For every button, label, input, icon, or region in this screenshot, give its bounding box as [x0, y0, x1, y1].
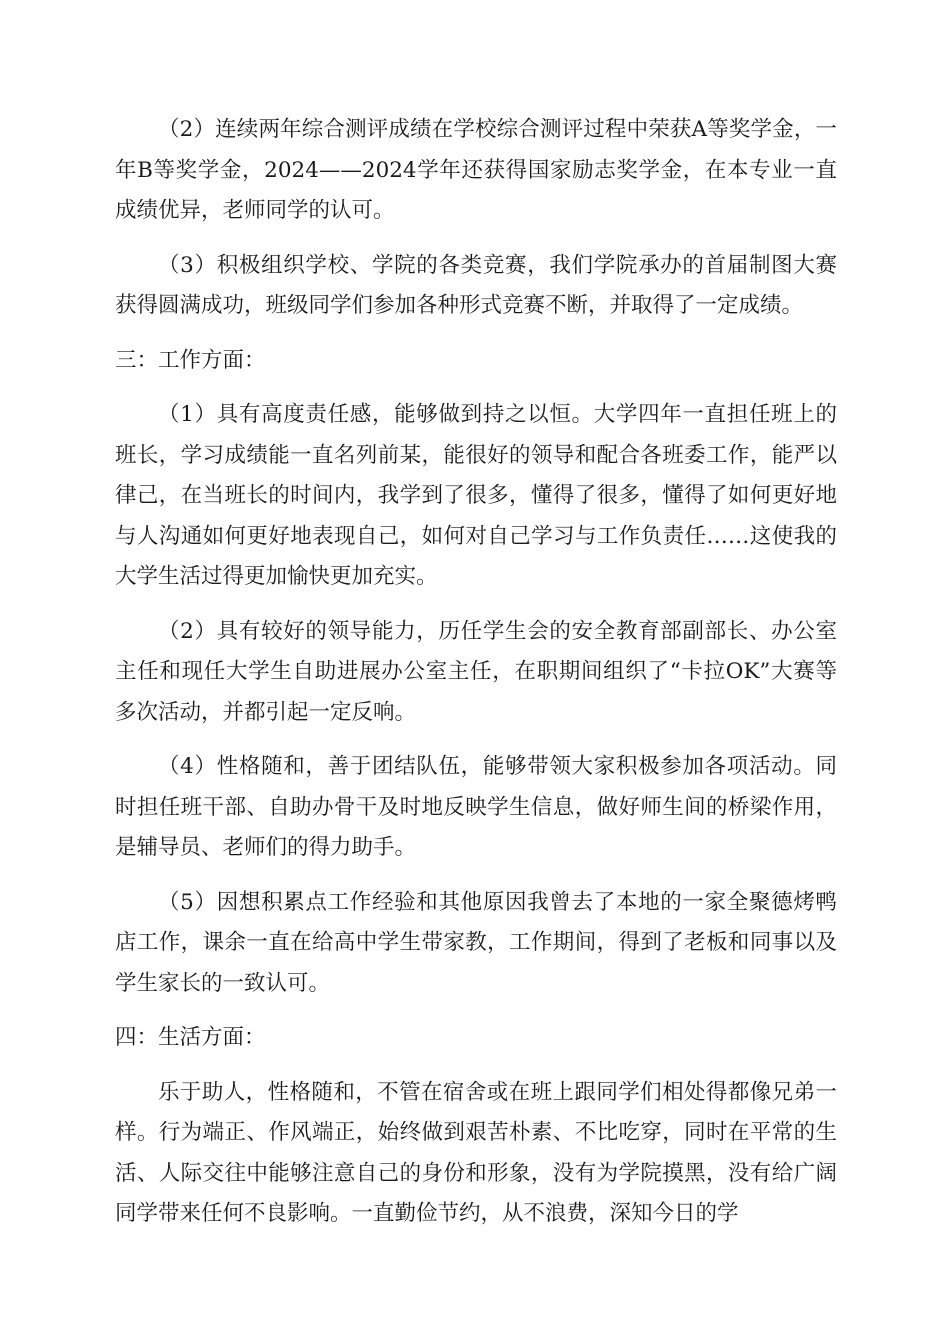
paragraph-work-experience: （5）因想积累点工作经验和其他原因我曾去了本地的一家全聚德烤鸭店工作，课余一直在给高中学生带家教，工作期间，得到了老板和同事以及学生家长的一致认可。: [115, 889, 837, 996]
section-heading-life: 四：生活方面：: [115, 1025, 266, 1050]
paragraph-scholarship: （2）连续两年综合测评成绩在学校综合测评过程中荣获A等奖学金，一年B等奖学金，2024——2024学年还获得国家励志奖学金，在本专业一直成绩优异，老师同学的认可。: [115, 117, 837, 223]
paragraph-competitions: （3）积极组织学校、学院的各类竞赛，我们学院承办的首届制图大赛获得圆满成功，班级同学们参加各种形式竞赛不断，并取得了一定成绩。: [115, 252, 837, 318]
document-body: [115, 110, 837, 1249]
paragraph-leadership: （2）具有较好的领导能力，历任学生会的安全教育部副部长、办公室主任和现任大学生自助进展办公室主任，在职期间组织了“卡拉OK”大赛等多次活动，并都引起一定反响。: [115, 618, 837, 725]
section-heading-work: 三：工作方面：: [115, 347, 266, 373]
paragraph-teamwork: （4）性格随和，善于团结队伍，能够带领大家积极参加各项活动。同时担任班干部、自助办骨干及时地反映学生信息，做好师生间的桥梁作用，是辅导员、老师们的得力助手。: [115, 754, 837, 860]
paragraph-responsibility: （1）具有高度责任感，能够做到持之以恒。大学四年一直担任班上的班长，学习成绩能一直名列前某，能很好的领导和配合各班委工作，能严以律己，在当班长的时间内，我学到了很多，懂得了很多，懂得了如何更好地与人沟通如何更好地表现自己，如何对自己学习与工作负责任……这使我的大学生活过得更加愉快更加充实。: [115, 402, 837, 589]
paragraph-life: 乐于助人，性格随和，不管在宿舍或在班上跟同学们相处得都像兄弟一样。行为端正、作风端正，始终做到艰苦朴素、不比吃穿，同时在平常的生活、人际交往中能够注意自己的身份和形象，没有为学院摸黑，没有给广阔同学带来任何不良影响。一直勤俭节约，从不浪费，深知今日的学: [115, 1079, 837, 1226]
